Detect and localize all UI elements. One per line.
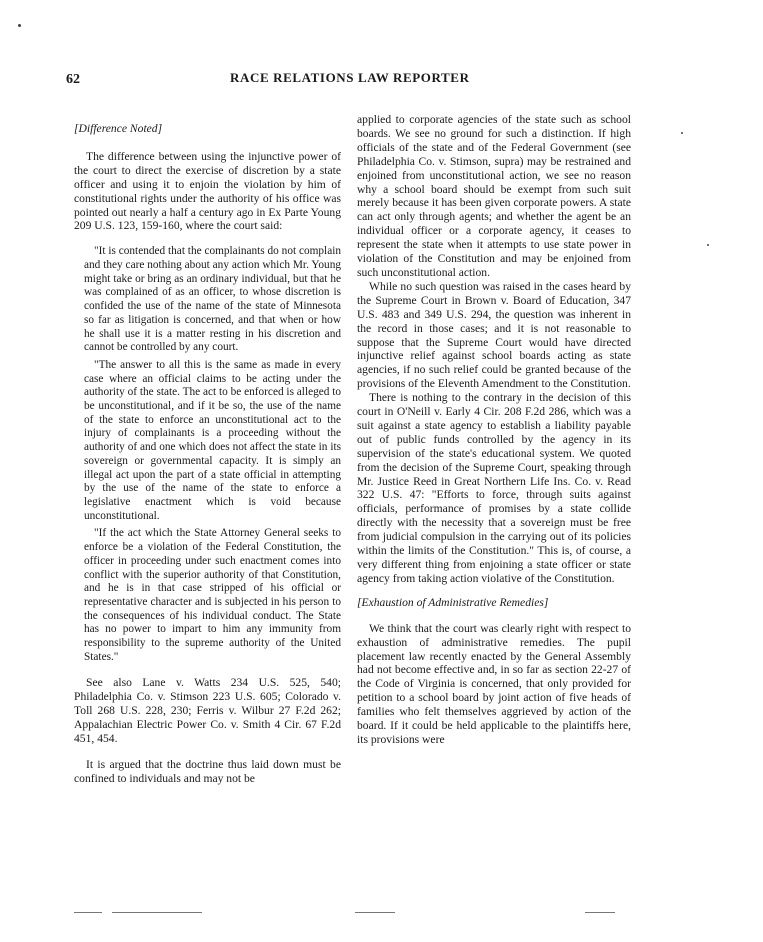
paragraph: See also Lane v. Watts 234 U.S. 525, 540; Philadelphia Co. v. Stimson 223 U.S. 605; Colorado v. Toll 268 U.S. 228, 230; Ferris v. Wilbur 27 F.2d 262; Appalachian Electric Power Co. v. Smith 4 Cir. 67 F.2d 451, 454. xyxy=(74,676,341,746)
paragraph: The difference between using the injunctive power of the court to direct the exercise of discretion by a state officer and using it to enjoin the violation by him of constitutional rights under the authority of his office was pointed out nearly a half a century ago in Ex Parte Young 209 U.S. 123, 159-160, where the court said: xyxy=(74,149,341,233)
paragraph: We think that the court was clearly right with respect to exhaustion of administrative remedies. The pupil placement law recently enacted by the General Assembly had not become effective and, in so far as section 22-27 of the Code of Virginia is concerned, that only provided for petition to a school board by joint action of five heads of families who felt themselves aggrieved by action of the board. If it could be held applicable to the plaintiffs here, its provisions were xyxy=(357,621,631,746)
section-heading-difference-noted: [Difference Noted] xyxy=(74,122,163,135)
paragraph: There is nothing to the contrary in the decision of this court in O'Neill v. Early 4 Cir. 208 F.2d 286, which was a suit against a state agency to establish a liability payable out of public funds controlled by the agency in its supervision of the state's educational system. We quoted from the decision of the Supreme Court, speaking through Mr. Justice Reed in Great Northern Life Ins. Co. v. Read 322 U.S. 47: "Efforts to force, through suits against officials, performance of promises by a state collide directly with the necessity that a sovereign must be free from judicial compulsion in the carrying out of its policies within the limits of the Constitution." This is, of course, a very different thing from enjoining a state officer or state agency from taking action violative of the Constitution. xyxy=(357,391,631,585)
quote-paragraph: "The answer to all this is the same as made in every case where an official claims to be acting under the authority of the state. The act to be enforced is alleged to be unconstitutional, and if it be so, the use of the name of the state to enforce an unconstitutional act to the injury of complainants is a proceeding without the authority of and one which does not affect the state in its sovereign or governmental capacity. It is simply an illegal act upon the part of a state official in attempting by the use of the name of the state to enforce a legislative enactment which is void because unconstitutional. xyxy=(84,358,342,522)
scan-speck xyxy=(18,24,21,27)
section-heading-exhaustion: [Exhaustion of Administrative Remedies] xyxy=(357,595,549,609)
paragraph: It is argued that the doctrine thus laid down must be confined to individuals and may not be xyxy=(74,757,341,785)
right-column xyxy=(357,113,631,747)
paragraph: applied to corporate agencies of the state such as school boards. We see no ground for such a distinction. If high officials of the state and of the Federal Government (see Philadelphia Co. v. Stimson, supra) may be restrained and enjoined from unconstitutional action, we see no reason why a school board should be exempt from such suit merely because it has been given corporate powers. A state can act only through agents; and whether the agent be an individual officer or a corporate agency, it ceases to represent the state when it attempts to use state power in violation of the Constitution and may be enjoined from such unconstitutional action. xyxy=(357,113,631,279)
page-header xyxy=(0,70,763,90)
quote-paragraph: "It is contended that the complainants do not complain and they care nothing about any action which Mr. Young might take or bring as an ordinary individual, but that he was complained of as an officer, to whose discretion is confided the use of the name of the state of Minnesota so far as litigation is concerned, and that when or how he shall use it is a matter resting in his discretion and cannot be controlled by any court. xyxy=(84,245,341,354)
page-number: 62 xyxy=(66,72,80,87)
paragraph: While no such question was raised in the cases heard by the Supreme Court in Brown v. Board of Education, 347 U.S. 483 and 349 U.S. 294, the question was inherent in the record in those cases; and it is not reasonable to suppose that the Supreme Court would have directed injunctive relief against school boards acting as state agencies, if no such relief could be granted because of the provisions of the Eleventh Amendment to the Constitution. xyxy=(357,279,631,391)
scan-speck xyxy=(681,132,683,134)
quote-paragraph: "If the act which the State Attorney General seeks to enforce be a violation of the Federal Constitution, the officer in proceeding under such enactment comes into conflict with the superior authority of that Constitution, and he is in that case stripped of his official or representative character and is subjected in his person to the consequences of his individual conduct. The State has no power to impart to him any immunity from responsibility to the supreme authority of the United States." xyxy=(84,527,341,663)
block-quote xyxy=(84,245,341,664)
left-column xyxy=(74,122,341,786)
scan-speck xyxy=(707,244,709,246)
scan-edge-marks xyxy=(0,910,763,916)
running-title: RACE RELATIONS LAW REPORTER xyxy=(230,70,470,85)
